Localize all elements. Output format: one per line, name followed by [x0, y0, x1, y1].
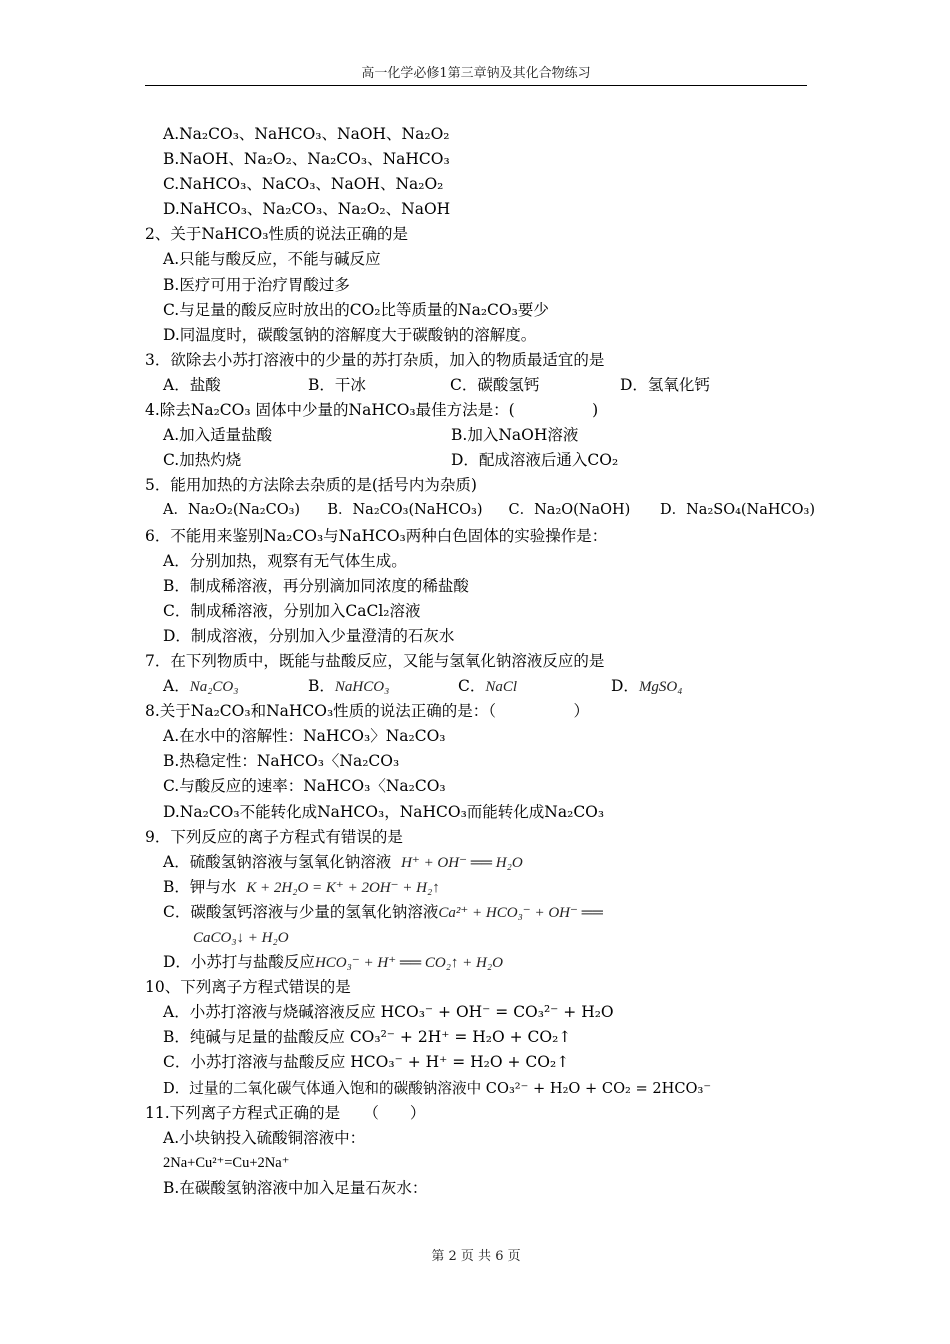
question-list: [145, 122, 815, 1201]
q3-option-d: D．氢氧化钙: [620, 375, 710, 394]
q9-option-c-equation-line2: CaCO₃↓ + H₂O: [193, 930, 289, 946]
q8-option-a: A.在水中的溶解性：NaHCO₃〉Na₂CO₃: [163, 727, 446, 746]
q5-stem: 5．能用加热的方法除去杂质的是(括号内为杂质): [145, 476, 477, 495]
q9-option-d-text: D．小苏打与盐酸反应: [163, 953, 315, 972]
q7-option-d-formula: MgSO₄: [638, 679, 683, 696]
q3-options: [145, 373, 815, 398]
q4-options-row1: [145, 423, 815, 448]
q4-options-row2: [145, 448, 815, 473]
q3-option-b: B．干冰: [308, 375, 366, 394]
q7-stem: 7．在下列物质中，既能与盐酸反应，又能与氢氧化钠溶液反应的是: [145, 651, 605, 670]
q9-stem: 9．下列反应的离子方程式有错误的是: [145, 827, 403, 846]
q7-option-a: [163, 674, 308, 699]
page-footer: 第 2 页 共 6 页: [431, 1249, 521, 1264]
q6-option-a: A．分别加热，观察有无气体生成。: [163, 551, 407, 570]
q11-option-b: B.在碳酸氢钠溶液中加入足量石灰水：: [163, 1178, 428, 1197]
q4-stem: 4.除去Na₂CO₃ 固体中少量的NaHCO₃最佳方法是：( ): [145, 401, 599, 420]
q3-option-c: C．碳酸氢钙: [450, 375, 540, 394]
q1-option-b: B.NaOH、Na₂O₂、Na₂CO₃、NaHCO₃: [163, 150, 450, 169]
q6-option-d: D．制成溶液，分别加入少量澄清的石灰水: [163, 626, 455, 645]
header-rule: [145, 85, 807, 86]
q6-stem: 6．不能用来鉴别Na₂CO₃与NaHCO₃两种白色固体的实验操作是：: [145, 526, 608, 545]
q2-stem: 2、关于NaHCO₃性质的说法正确的是: [145, 225, 408, 244]
q5-option-d: D．Na₂SO₄(NaHCO₃): [659, 502, 815, 519]
q2-option-c: C.与足量的酸反应时放出的CO₂比等质量的Na₂CO₃要少: [163, 300, 549, 319]
q2-option-b: B.医疗可用于治疗胃酸过多: [163, 275, 350, 294]
q3-stem: 3．欲除去小苏打溶液中的少量的苏打杂质，加入的物质最适宜的是: [145, 350, 605, 369]
q7-option-d: [611, 674, 682, 699]
q3-option-a: A．盐酸: [163, 375, 221, 394]
q9-option-b: [145, 875, 815, 900]
q4-option-c: C.加热灼烧: [163, 451, 242, 470]
q11-option-a: A.小块钠投入硫酸铜溶液中：: [163, 1128, 366, 1147]
q6-option-c: C．制成稀溶液，分别加入CaCl₂溶液: [163, 601, 421, 620]
q5-options: [145, 498, 815, 523]
q10-option-b: B．纯碱与足量的盐酸反应 CO₃²⁻ + 2H⁺ = H₂O + CO₂↑: [163, 1028, 572, 1047]
q9-option-a-equation: H⁺ + OH⁻ ══ H₂O: [401, 854, 523, 871]
q9-option-b-equation: K + 2H₂O = K⁺ + 2OH⁻ + H₂↑: [246, 879, 440, 896]
q7-option-b-label: B．: [308, 677, 335, 696]
q4-option-d: D．配成溶液后通入CO₂: [451, 451, 619, 470]
q6-option-b: B．制成稀溶液，再分别滴加同浓度的稀盐酸: [163, 576, 469, 595]
q7-option-a-label: A．: [163, 677, 190, 696]
q9-option-d: [145, 950, 815, 975]
q9-option-c-equation: Ca²⁺ + HCO₃⁻ + OH⁻ ══: [438, 904, 603, 921]
q5-option-c: C．Na₂O(NaOH): [508, 502, 631, 519]
q7-option-c-label: C．: [458, 677, 486, 696]
q8-option-d: D.Na₂CO₃不能转化成NaHCO₃，NaHCO₃而能转化成Na₂CO₃: [163, 802, 605, 821]
q1-option-d: D.NaHCO₃、Na₂CO₃、Na₂O₂、NaOH: [163, 200, 451, 219]
q8-option-b: B.热稳定性：NaHCO₃〈Na₂CO₃: [163, 752, 400, 771]
q9-option-d-equation: HCO₃⁻ + H⁺ ══ CO₂↑ + H₂O: [314, 955, 503, 972]
q5-option-b: B．Na₂CO₃(NaHCO₃): [327, 502, 483, 519]
q9-option-b-text: B．钾与水: [163, 877, 237, 896]
page-header: 高一化学必修1第三章钠及其化合物练习: [361, 66, 591, 81]
q8-option-c: C.与酸反应的速率：NaHCO₃〈Na₂CO₃: [163, 777, 446, 796]
q4-option-b: B.加入NaOH溶液: [451, 426, 579, 445]
q8-stem: 8.关于Na₂CO₃和NaHCO₃性质的说法正确的是：（ ）: [145, 702, 589, 721]
q5-option-a: A．Na₂O₂(Na₂CO₃): [163, 502, 301, 519]
q2-option-d: D.同温度时，碳酸氢钠的溶解度大于碳酸钠的溶解度。: [163, 325, 537, 344]
q9-option-c-continuation: [145, 925, 815, 950]
q7-options: [145, 674, 815, 699]
q9-option-c: [145, 900, 815, 925]
q11-option-a-equation: 2Na+Cu²⁺=Cu+2Na⁺: [163, 1154, 290, 1171]
q1-option-c: C.NaHCO₃、NaCO₃、NaOH、Na₂O₂: [163, 175, 444, 194]
q10-stem: 10、下列离子方程式错误的是: [145, 978, 351, 997]
q9-option-a-text: A．硫酸氢钠溶液与氢氧化钠溶液: [163, 852, 392, 871]
q10-option-d: D．过量的二氧化碳气体通入饱和的碳酸钠溶液中 CO₃²⁻ + H₂O + CO₂ = 2HCO₃⁻: [163, 1079, 712, 1097]
q1-option-a: A.Na₂CO₃、NaHCO₃、NaOH、Na₂O₂: [163, 125, 450, 143]
q10-option-a: A．小苏打溶液与烧碱溶液反应 HCO₃⁻ + OH⁻ = CO₃²⁻ + H₂O: [163, 1003, 614, 1022]
q7-option-d-label: D．: [611, 677, 639, 696]
q9-option-c-text: C．碳酸氢钙溶液与少量的氢氧化钠溶液: [163, 902, 439, 921]
q7-option-b-formula: NaHCO₃: [334, 679, 390, 696]
q4-option-a: A.加入适量盐酸: [163, 426, 273, 445]
q10-option-c: C．小苏打溶液与盐酸反应 HCO₃⁻ + H⁺ = H₂O + CO₂↑: [163, 1053, 570, 1072]
q7-option-a-formula: Na₂CO₃: [189, 679, 239, 696]
q7-option-b: [308, 674, 458, 699]
q9-option-a: [145, 850, 815, 875]
q2-option-a: A.只能与酸反应，不能与碱反应: [163, 250, 381, 269]
q7-option-c-formula: NaCl: [485, 679, 518, 696]
q7-option-c: [458, 674, 611, 699]
q11-stem: 11.下列离子方程式正确的是 （ ）: [145, 1103, 426, 1122]
